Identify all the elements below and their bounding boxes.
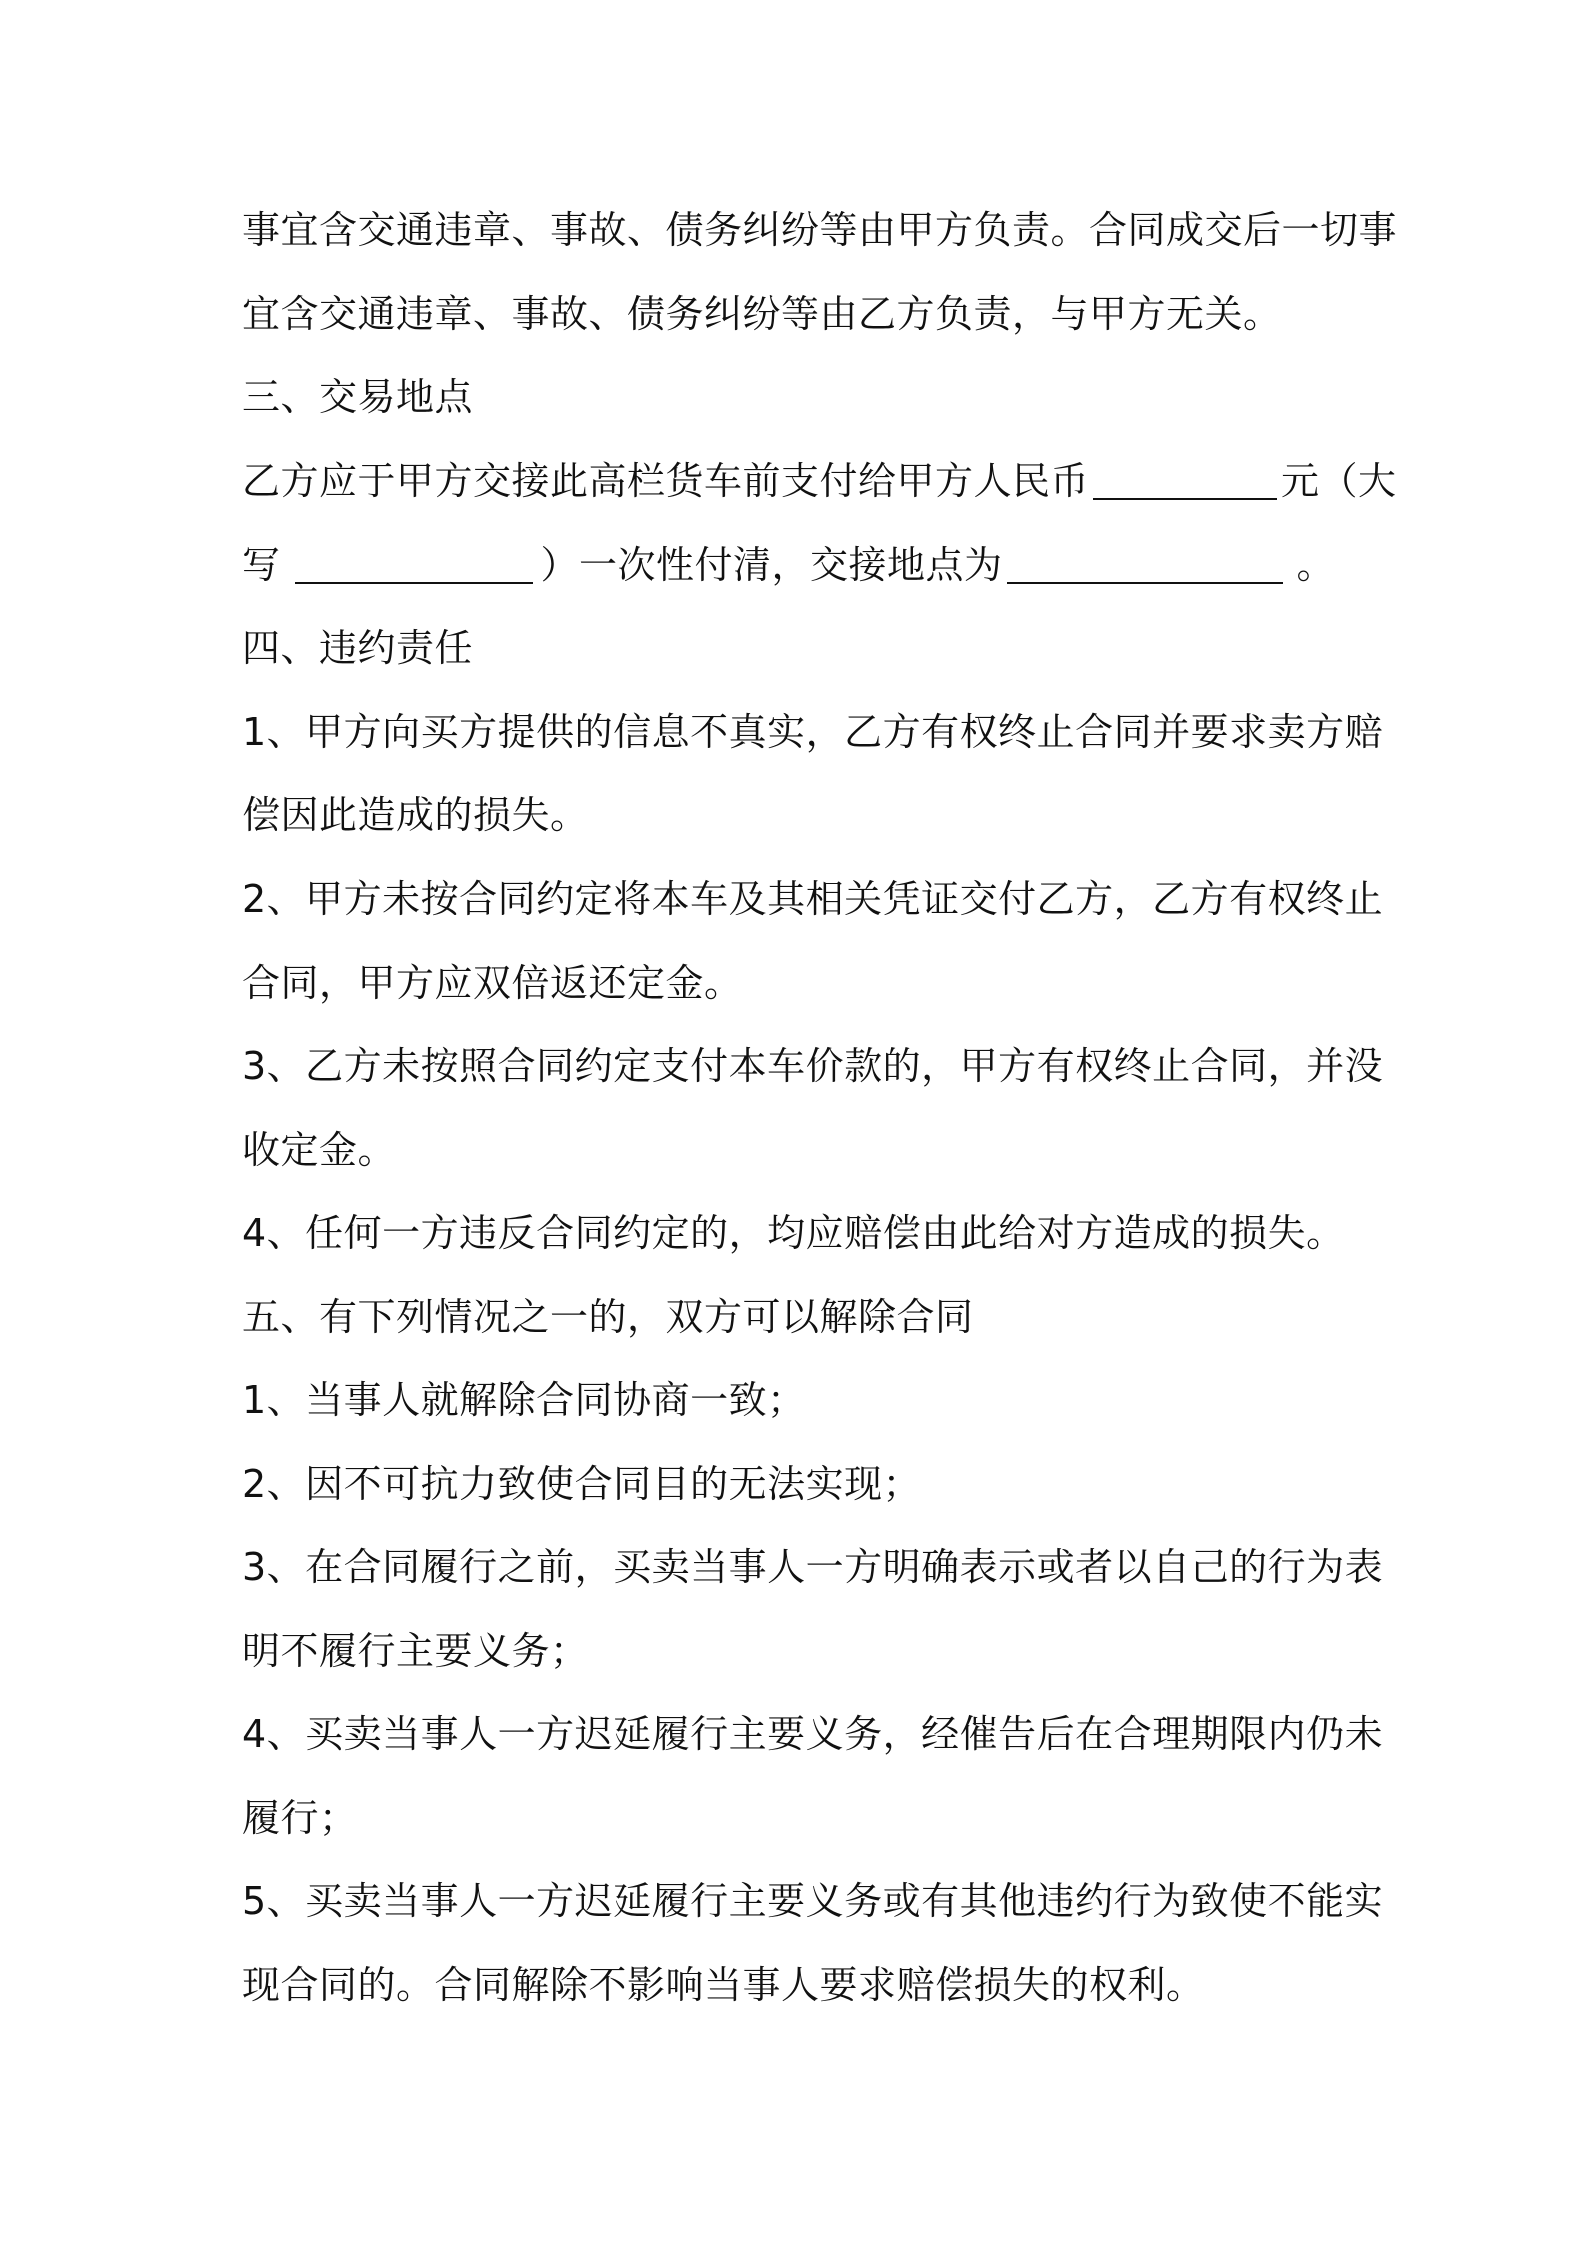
text-line xyxy=(242,451,1397,511)
text-line: 5、买卖当事人一方迟延履行主要义务或有其他违约行为致使不能实 xyxy=(242,1879,1384,1923)
text-line: 事宜含交通违章、事故、债务纠纷等由甲方负责。合同成交后一切事 xyxy=(242,208,1398,252)
text-line: 3、乙方未按照合同约定支付本车价款的，甲方有权终止合同，并没 xyxy=(242,1044,1384,1088)
text-line: 1、当事人就解除合同协商一致； xyxy=(242,1378,806,1422)
section-heading: 三、交易地点 xyxy=(242,375,474,419)
blank-field xyxy=(1093,458,1277,500)
text-line xyxy=(242,535,1335,595)
section-heading: 五、有下列情况之一的，双方可以解除合同 xyxy=(242,1295,974,1339)
text-line: 收定金。 xyxy=(242,1128,397,1172)
text-segment: 乙方应于甲方交接此高栏货车前支付给甲方人民币 xyxy=(242,459,1090,503)
text-line: 宜含交通违章、事故、债务纠纷等由乙方负责，与甲方无关。 xyxy=(242,292,1282,336)
section-heading: 四、违约责任 xyxy=(242,626,474,670)
text-line: 1、甲方向买方提供的信息不真实，乙方有权终止合同并要求卖方赔 xyxy=(242,710,1384,754)
text-segment: 。 xyxy=(1296,543,1336,587)
text-line: 2、因不可抗力致使合同目的无法实现； xyxy=(242,1462,922,1506)
text-line: 2、甲方未按合同约定将本车及其相关凭证交付乙方，乙方有权终止 xyxy=(242,877,1384,921)
text-line: 现合同的。合同解除不影响当事人要求赔偿损失的权利。 xyxy=(242,1963,1205,2007)
blank-field xyxy=(295,542,533,584)
text-segment: 写 xyxy=(242,543,281,587)
text-line: 明不履行主要义务； xyxy=(242,1629,589,1673)
text-line: 履行； xyxy=(242,1796,358,1840)
text-line: 4、买卖当事人一方迟延履行主要义务，经催告后在合理期限内仍未 xyxy=(242,1712,1384,1756)
blank-field xyxy=(1007,542,1283,584)
text-line: 3、在合同履行之前，买卖当事人一方明确表示或者以自己的行为表 xyxy=(242,1545,1384,1589)
text-segment: 元（大 xyxy=(1281,459,1397,503)
text-line: 4、任何一方违反合同约定的，均应赔偿由此给对方造成的损失。 xyxy=(242,1211,1345,1255)
text-line: 合同，甲方应双倍返还定金。 xyxy=(242,961,743,1005)
text-line: 偿因此造成的损失。 xyxy=(242,793,589,837)
text-segment: ）一次性付清，交接地点为 xyxy=(540,543,1003,587)
